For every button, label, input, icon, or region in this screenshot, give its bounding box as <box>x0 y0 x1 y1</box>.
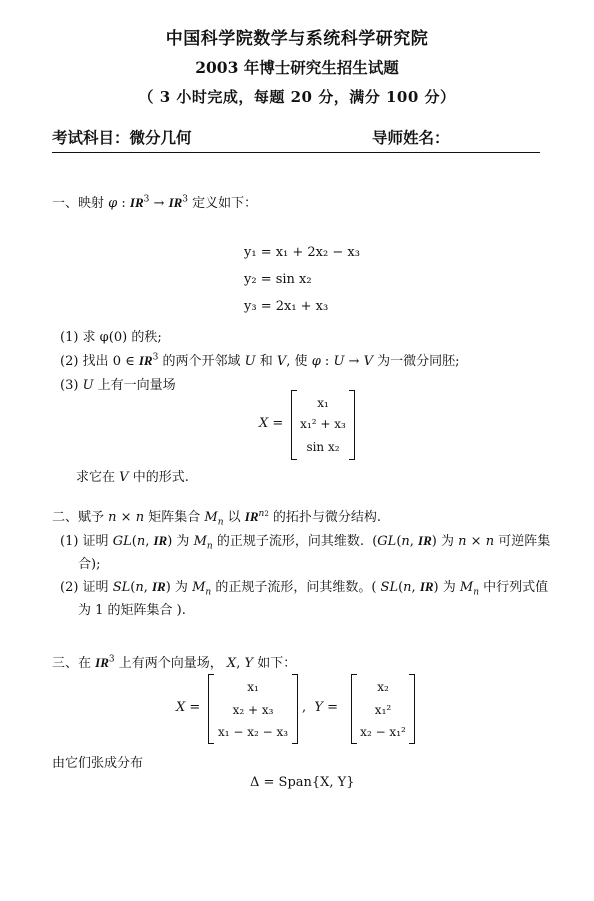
q1-vector-matrix <box>291 390 355 460</box>
exam-subject: 考试科目：微分几何 <box>52 128 192 147</box>
q1-map-symbol: φ : $IR^3 \to IR^3$ <box>108 194 189 211</box>
q1-part-2: (2) 找出 0 ∈ $IR^3$ 的两个开邻域 U 和 V, 使 φ : U → V 为一微分同胚; <box>60 352 460 369</box>
matrix-entry: sin x₂ <box>306 440 340 454</box>
q1-vector-label: X = <box>259 416 284 431</box>
q3-vector-Y-matrix <box>351 674 415 744</box>
advisor-name-label: 导师姓名： <box>372 128 450 147</box>
q3-vector-X-matrix <box>208 674 298 744</box>
matrix-entry: x₂ − x₁² <box>360 725 406 739</box>
q1-part-3: (3) U 上有一向量场 <box>60 378 176 393</box>
matrix-entry: x₁ <box>247 680 259 694</box>
matrix-entry: x₂ <box>377 680 389 694</box>
matrix-entry: x₁² + x₃ <box>300 417 346 431</box>
matrix-entry: x₂ + x₃ <box>232 703 274 717</box>
q1-tail: 求它在 V 中的形式. <box>76 470 189 485</box>
q3-vector-Y-label: , Y = <box>302 700 339 715</box>
q2-part-2: (2) 证明 SL(n, IR) 为 $M_n$ 的正规子流形，问其维数。( SL(n, IR) 为 $M_n$ 中行列式值 <box>60 579 549 598</box>
matrix-entry: x₁² <box>374 703 392 717</box>
q2-part-2-cont: 为 1 的矩阵集合 ). <box>78 603 186 618</box>
q3-intro: 三、在 $IR^3$ 上有两个向量场， X, Y 如下： <box>52 654 297 671</box>
matrix-entry: x₁ <box>317 396 329 410</box>
q1-part-1: (1) 求 φ(0) 的秩; <box>60 330 162 345</box>
header-divider <box>52 152 540 153</box>
q3-vector-X-label: X = <box>176 700 201 715</box>
q2-intro: 二、赋予 n × n 矩阵集合 $M_n$ 以 $IR^{n2}$ 的拓扑与微分结构. <box>52 508 382 528</box>
matrix-entry: x₁ − x₂ − x₃ <box>217 725 289 739</box>
exam-rules: （ 3 小时完成，每题 20 分，满分 100 分） <box>138 88 456 106</box>
q1-intro: 一、映射 φ : $IR^3 \to IR^3$ 定义如下： <box>52 194 258 211</box>
q2-part-1: (1) 证明 GL(n, IR) 为 $M_n$ 的正规子流形，问其维数. (GL(n, IR) 为 n × n 可逆阵集 <box>60 533 551 552</box>
exam-institution-title: 中国科学院数学与系统科学研究院 <box>165 29 429 49</box>
q2-part-1-cont: 合); <box>78 557 101 572</box>
q3-span-formula: Δ = Span{X, Y} <box>250 775 355 790</box>
q1-equation-3: y₃ = 2x₁ + x₃ <box>244 299 329 314</box>
q3-distribution-text: 由它们张成分布 <box>52 756 144 771</box>
q1-equation-2: y₂ = sin x₂ <box>244 272 312 287</box>
exam-year-title: 2003 年博士研究生招生试题 <box>195 58 399 77</box>
q1-equation-1: y₁ = x₁ + 2x₂ − x₃ <box>244 245 360 260</box>
